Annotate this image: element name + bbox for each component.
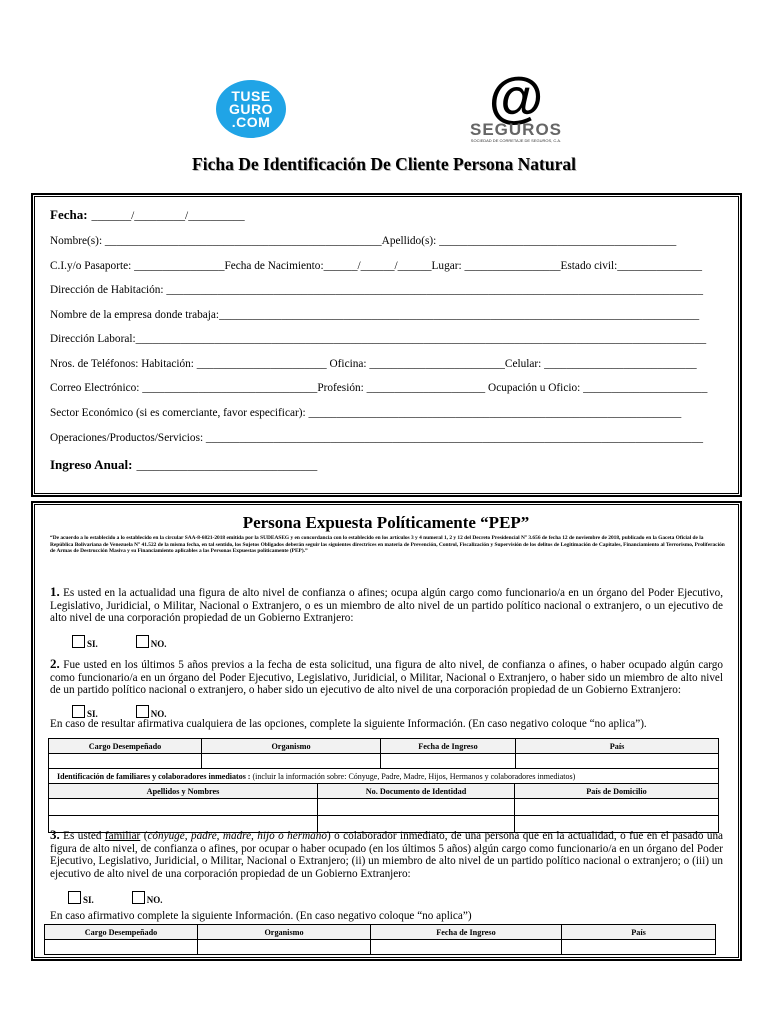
q2-no-label: NO. [150,709,167,719]
table-cell[interactable] [198,940,371,955]
familiares-header [49,769,719,784]
q2-si-checkbox[interactable] [72,705,85,718]
q3-note: En caso afirmativo complete la siguiente Información. (En caso negativo coloque “no aplica”) [50,910,472,922]
q2-text: Fue usted en los últimos 5 años previos a la fecha de esta solicitud, una figura de alto nivel, de confianza o afines, o haber ocupado algún cargo como funcionario/a en un órgano del Poder Ejecutivo, Legislativo, Juridicial, o Militar, Nacional o Extranjero, o haber sido un miembro de alto nivel de un partido político nacional o extranjero, o haber sido un ejecutivo de alto nivel de una corporación propiedad de un Gobierno Extranjero: [50,659,723,697]
ingreso-row [50,456,317,474]
nombre-line[interactable]: Nombre(s): _________________________________________________Apellido(s): __________________________________________ [50,235,677,247]
at-symbol-icon: @ [488,65,544,128]
telefonos-line[interactable]: Nros. de Teléfonos: Habitación: _______________________ Oficina: ________________________Celular: ___________________________ [50,358,697,370]
q3-no-checkbox[interactable] [132,891,145,904]
table-cell[interactable] [515,799,719,816]
q3-number: 3. [50,827,60,842]
table-header: Cargo Desempeñado [45,925,198,940]
table-header: Organismo [198,925,371,940]
sector-line[interactable]: Sector Económico (si es comerciante, favor especificar): __________________________________________________________________ [50,407,682,419]
table-header: Organismo [202,739,381,754]
table-header: Apellidos y Nombres [49,784,318,799]
table-cell[interactable] [516,754,719,769]
q1-number: 1. [50,584,60,599]
cargo-table-2 [44,924,716,955]
q2-si-label: SI. [87,709,98,719]
operaciones-line[interactable]: Operaciones/Productos/Servicios: ________________________________________________________________________________________ [50,432,703,444]
q3-text-b: ( [140,830,148,842]
table-cell[interactable] [318,799,515,816]
q1-text: Es usted en la actualidad una figura de alto nivel de confianza o afines; ocupa algún cargo como funcionario/a en un órgano del Poder Ejecutivo, Legislativo, Juridicial, o Militar, Nacional o Extranjero, o es un miembro de alto nivel de un partido político nacional o extranjero, o un ejecutivo de alto nivel de una corporación propiedad de un Gobierno Extranjero: [50,587,723,625]
q1-no-checkbox[interactable] [136,635,149,648]
pep-legal-text: “De acuerdo a lo establecido a lo establecido en la circular SAA-8-6821-2018 emitida por la SUDEASEG y en concordancia con lo establecido en los artículos 3 y 4 numeral 1, 2 y 12 del Decreto Presidencial N° 3.656 de fecha 12 de noviembre de 2018, publicado en la Gaceta Oficial de la República Bolivariana de Venezuela N° 41.522 de la misma fecha, en tal sentido, los Sujetos Obligados deberán seguir las siguientes directrices en materia de Prevención, Control, Fiscalización y Supervisión de los delitos de Legitimación de Capitales, Financiamiento al Terrorismo, Proliferación de Armas de Destrucción Masiva y su Financiamiento aplicables a las Personas Expuestas políticamente (PEP).” [50,535,725,555]
q3-si-label: SI. [83,895,94,905]
logo2-name: SEGUROS [469,120,563,139]
q3-options [68,890,163,908]
logo1-line: GURO [229,100,273,117]
table-header: Fecha de Ingreso [371,925,562,940]
table-header: Cargo Desempeñado [49,739,202,754]
ci-line[interactable]: C.I.y/o Pasaporte: ________________Fecha de Nacimiento:______/______/______Lugar: _________________Estado civil:_______________ [50,260,703,272]
table-header: No. Documento de Identidad [318,784,515,799]
q1-si-checkbox[interactable] [72,635,85,648]
logo2-subtitle: SOCIEDAD DE CORRETAJE DE SEGUROS, C.A. [470,138,562,143]
q3-no-label: NO. [146,895,163,905]
direccion-laboral-line[interactable]: Dirección Laboral:_____________________________________________________________________________________________________ [50,333,707,345]
logo1-line: .COM [231,113,271,130]
q3-text-a: Es usted [59,830,105,842]
q1-options [72,634,167,652]
pep-title: Persona Expuesta Políticamente “PEP” [242,513,530,532]
empresa-line[interactable]: Nombre de la empresa donde trabaja:_____________________________________________________________________________________ [50,309,700,321]
table-cell[interactable] [49,754,202,769]
q2-number: 2. [50,656,60,671]
tuseguro-logo [216,80,286,138]
question-2 [50,658,723,697]
cargo-table-1 [48,738,719,769]
familiares-desc: (incluir la información sobre: Cónyuge, Padre, Madre, Hijos, Hermanos y colaboradores inmediatos) [250,771,576,781]
ingreso-label: Ingreso Anual: [50,457,133,472]
table-header: País de Domicilio [515,784,719,799]
q1-si-label: SI. [87,639,98,649]
question-3 [50,829,723,880]
fecha-label: Fecha: [50,207,88,222]
fecha-field[interactable]: _______/_________/__________ [91,210,245,222]
familiares-table [48,768,719,833]
page-title: Ficha De Identificación De Cliente Persona Natural [192,154,576,174]
fecha-row [50,206,245,224]
correo-line[interactable]: Correo Electrónico: _______________________________Profesión: _____________________ Ocupación u Oficio: ______________________ [50,382,708,394]
familiares-title: Identificación de familiares y colaboradores inmediatos : [57,771,251,781]
table-cell[interactable] [45,940,198,955]
question-1 [50,586,723,625]
table-header: País [516,739,719,754]
q2-note: En caso de resultar afirmativa cualquiera de las opciones, complete la siguiente Información. (En caso negativo coloque “no aplica”). [50,718,647,730]
table-cell[interactable] [202,754,381,769]
q3-italic: cónyuge, padre, madre, hijo o hermano [147,830,327,842]
logo1-line: TUSE [231,87,271,104]
table-cell[interactable] [562,940,716,955]
ingreso-field[interactable]: ________________________________ [136,460,318,472]
q3-text-c: ) o colaborador inmediato, de una persona que en la actualidad, o fue en el pasado una figura de alto nivel, de confianza o afines, por ocupar o haber ocupado (en los últimos 5 años) algún cargo como funcionario/a en un órgano del Poder Ejecutivo, Legislativo, Juridicial, o Militar, Nacional o Extranjero; (ii) un miembro de alto nivel de un partido político nacional o extranjero; o (iii) un ejecutivo de alto nivel de una corporación propiedad de un Gobierno Extranjero: [50,830,723,880]
arroba-seguros-logo [466,65,566,143]
table-cell[interactable] [371,940,562,955]
q3-si-checkbox[interactable] [68,891,81,904]
direccion-habitacion-line[interactable]: Dirección de Habitación: _______________________________________________________________________________________________ [50,284,703,296]
q1-no-label: NO. [150,639,167,649]
table-cell[interactable] [381,754,516,769]
q3-familiar: familiar [104,830,141,842]
q2-no-checkbox[interactable] [136,705,149,718]
table-header: País [562,925,716,940]
table-header: Fecha de Ingreso [381,739,516,754]
table-cell[interactable] [49,799,318,816]
